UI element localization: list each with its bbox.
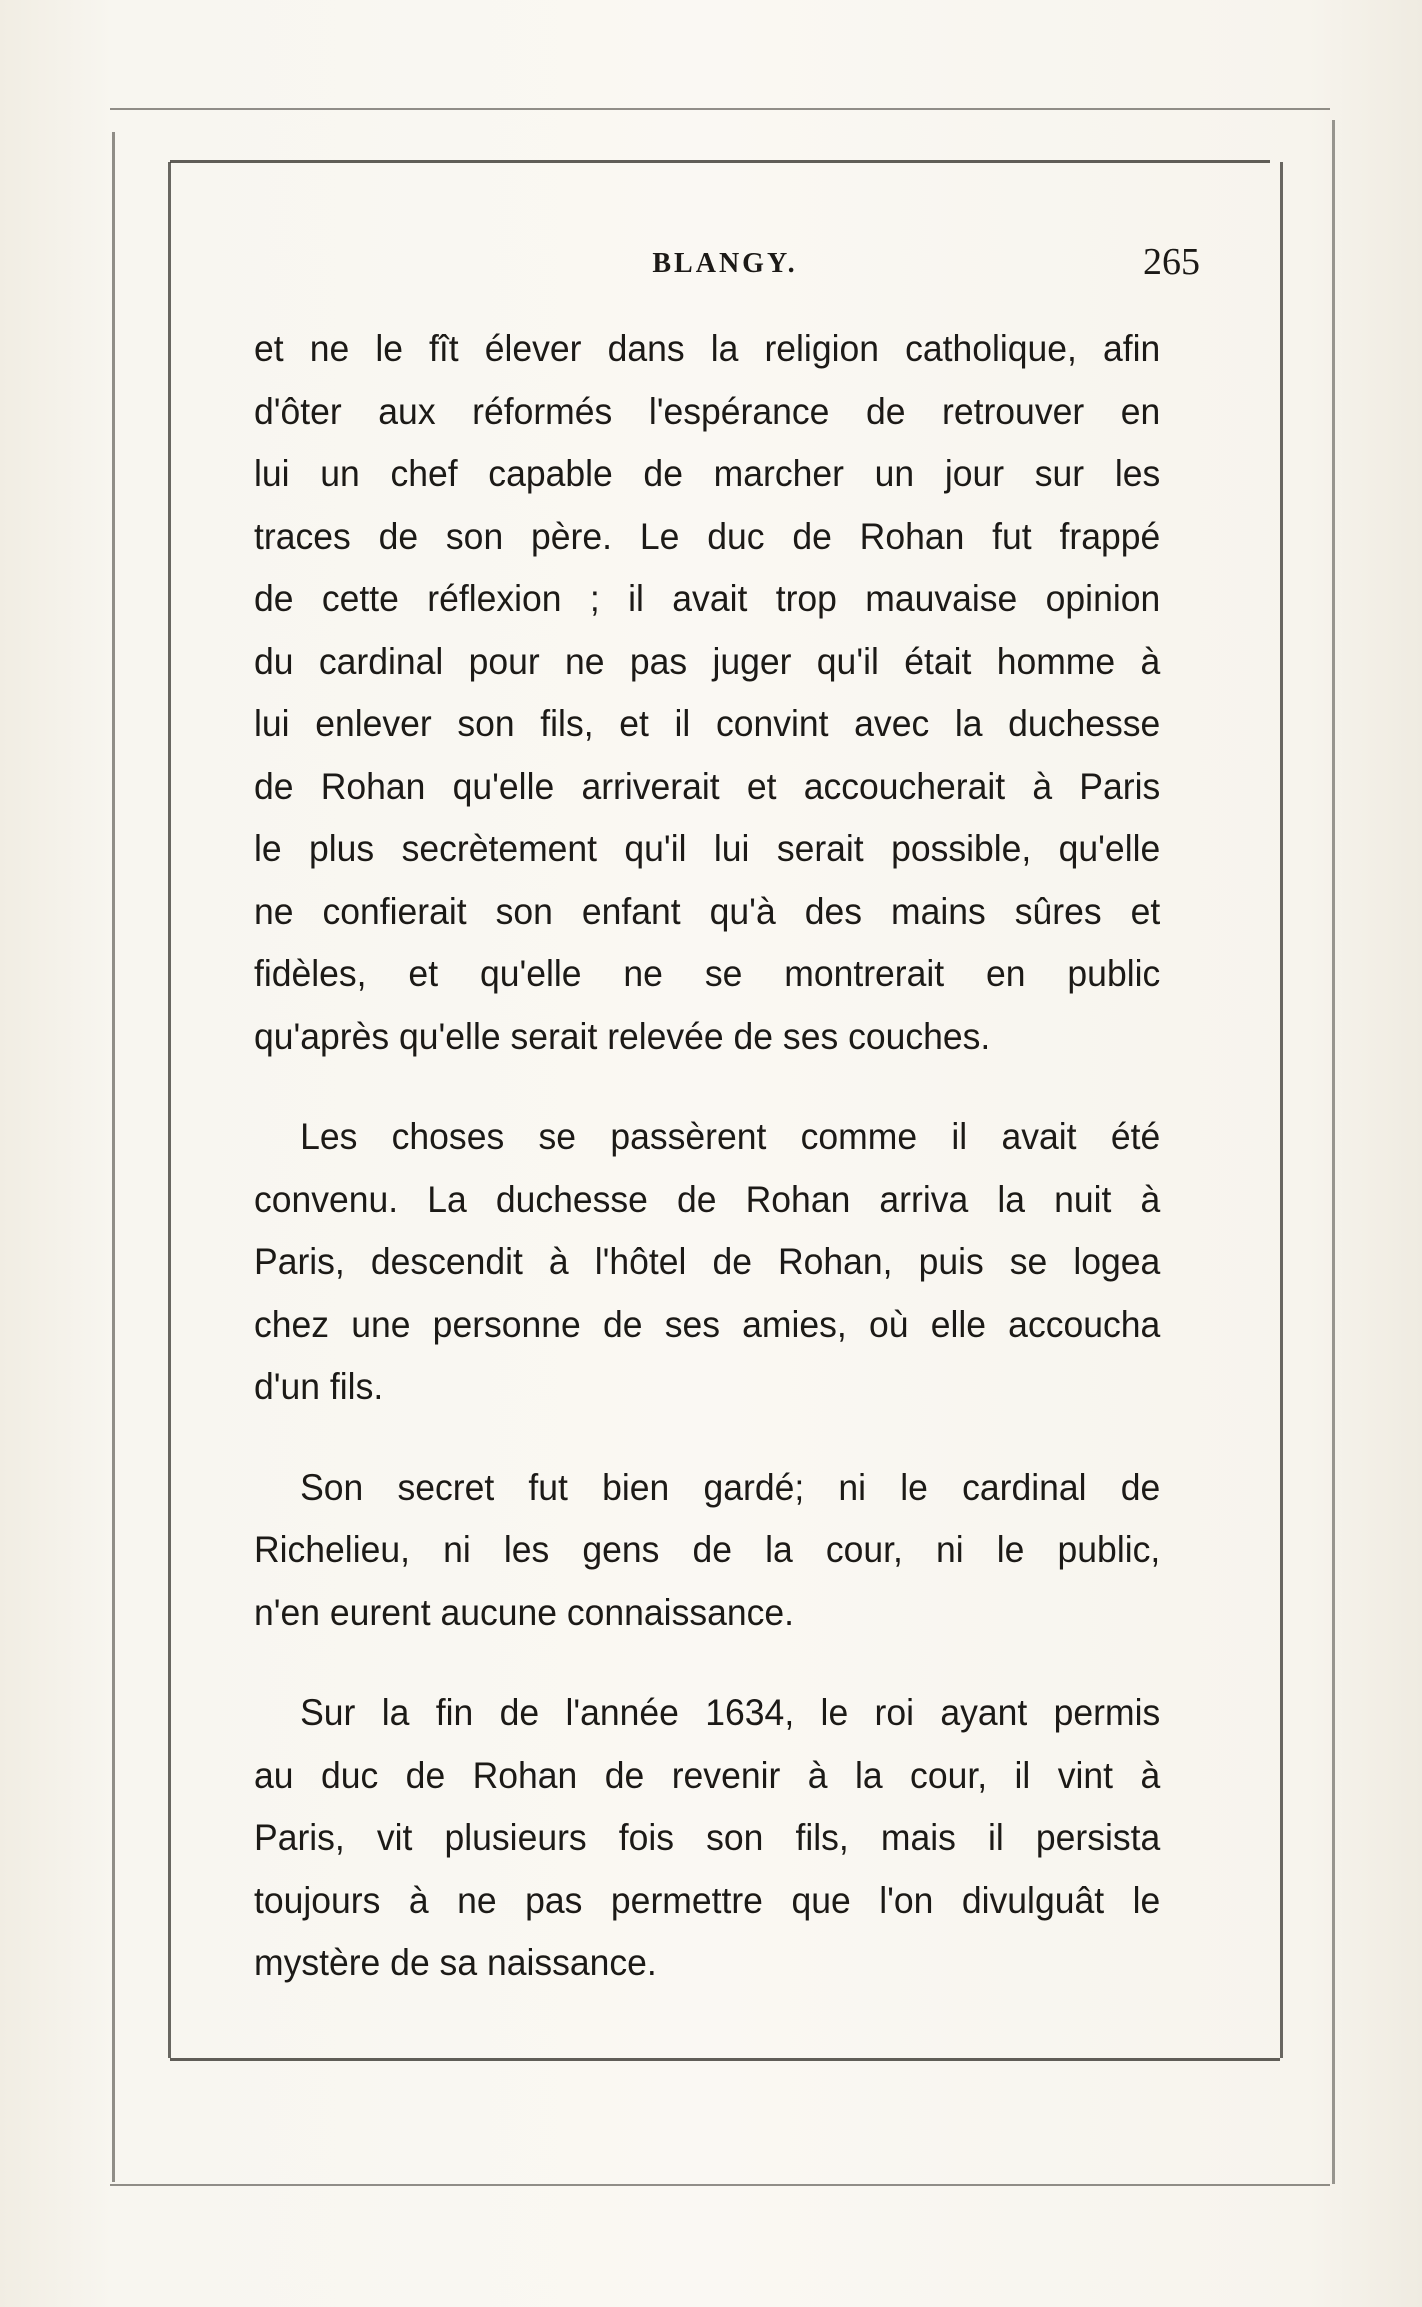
text-line: Richelieu, ni les gens de la cour, ni le public, xyxy=(254,1529,1161,1570)
running-head xyxy=(250,240,1200,290)
inner-left-rule xyxy=(168,162,171,2058)
outer-top-rule xyxy=(110,108,1330,110)
text-line: de cette réflexion ; il avait trop mauvaise opinion xyxy=(254,578,1161,619)
text-line: qu'après qu'elle serait relevée de ses couches. xyxy=(254,1015,991,1057)
outer-right-rule xyxy=(1332,120,1335,2184)
text-line: du cardinal pour ne pas juger qu'il était homme à xyxy=(254,640,1161,682)
text-line: convenu. La duchesse de Rohan arriva la nuit à xyxy=(254,1178,1161,1220)
text-line: lui un chef capable de marcher un jour sur les xyxy=(254,453,1161,494)
text-line: n'en eurent aucune connaissance. xyxy=(254,1591,794,1633)
outer-left-rule xyxy=(112,132,115,2182)
inner-bottom-rule xyxy=(170,2058,1280,2061)
paragraph-2 xyxy=(254,1106,1160,1419)
running-title: BLANGY. xyxy=(652,248,798,279)
text-line: Les choses se passèrent comme il avait été xyxy=(300,1116,1161,1157)
outer-bottom-rule xyxy=(110,2184,1330,2186)
text-line: chez une personne de ses amies, où elle accoucha xyxy=(254,1303,1161,1345)
text-line: le plus secrètement qu'il lui serait possible, qu'elle xyxy=(254,828,1161,869)
body-text xyxy=(254,318,1160,1995)
text-line: Sur la fin de l'année 1634, le roi ayant permis xyxy=(300,1692,1161,1733)
paragraph-3 xyxy=(254,1457,1160,1645)
paragraph-1 xyxy=(254,318,1160,1068)
text-line: toujours à ne pas permettre que l'on divulguât le xyxy=(254,1879,1161,1921)
paragraph-gap xyxy=(254,1644,1160,1682)
inner-top-rule xyxy=(170,160,1270,163)
text-line: Paris, descendit à l'hôtel de Rohan, puis se logea xyxy=(254,1241,1161,1282)
text-line: d'ôter aux réformés l'espérance de retrouver en xyxy=(254,390,1161,432)
inner-right-rule xyxy=(1280,162,1283,2058)
text-line: d'un fils. xyxy=(254,1366,384,1407)
text-line: traces de son père. Le duc de Rohan fut frappé xyxy=(254,515,1161,557)
text-line: fidèles, et qu'elle ne se montrerait en public xyxy=(254,953,1161,994)
text-line: et ne le fît élever dans la religion catholique, afin xyxy=(254,328,1161,369)
text-line: mystère de sa naissance. xyxy=(254,1942,657,1983)
text-line: ne confierait son enfant qu'à des mains sûres et xyxy=(254,890,1161,932)
text-line: lui enlever son fils, et il convint avec la duchesse xyxy=(254,703,1161,744)
text-line: de Rohan qu'elle arriverait et accoucherait à Paris xyxy=(254,765,1161,807)
page-number: 265 xyxy=(1143,241,1200,283)
paragraph-4 xyxy=(254,1682,1160,1995)
text-line: au duc de Rohan de revenir à la cour, il vint à xyxy=(254,1754,1161,1796)
paragraph-gap xyxy=(254,1419,1160,1457)
text-line: Son secret fut bien gardé; ni le cardinal de xyxy=(300,1466,1161,1508)
paragraph-gap xyxy=(254,1068,1160,1106)
text-line: Paris, vit plusieurs fois son fils, mais il persista xyxy=(254,1817,1161,1858)
